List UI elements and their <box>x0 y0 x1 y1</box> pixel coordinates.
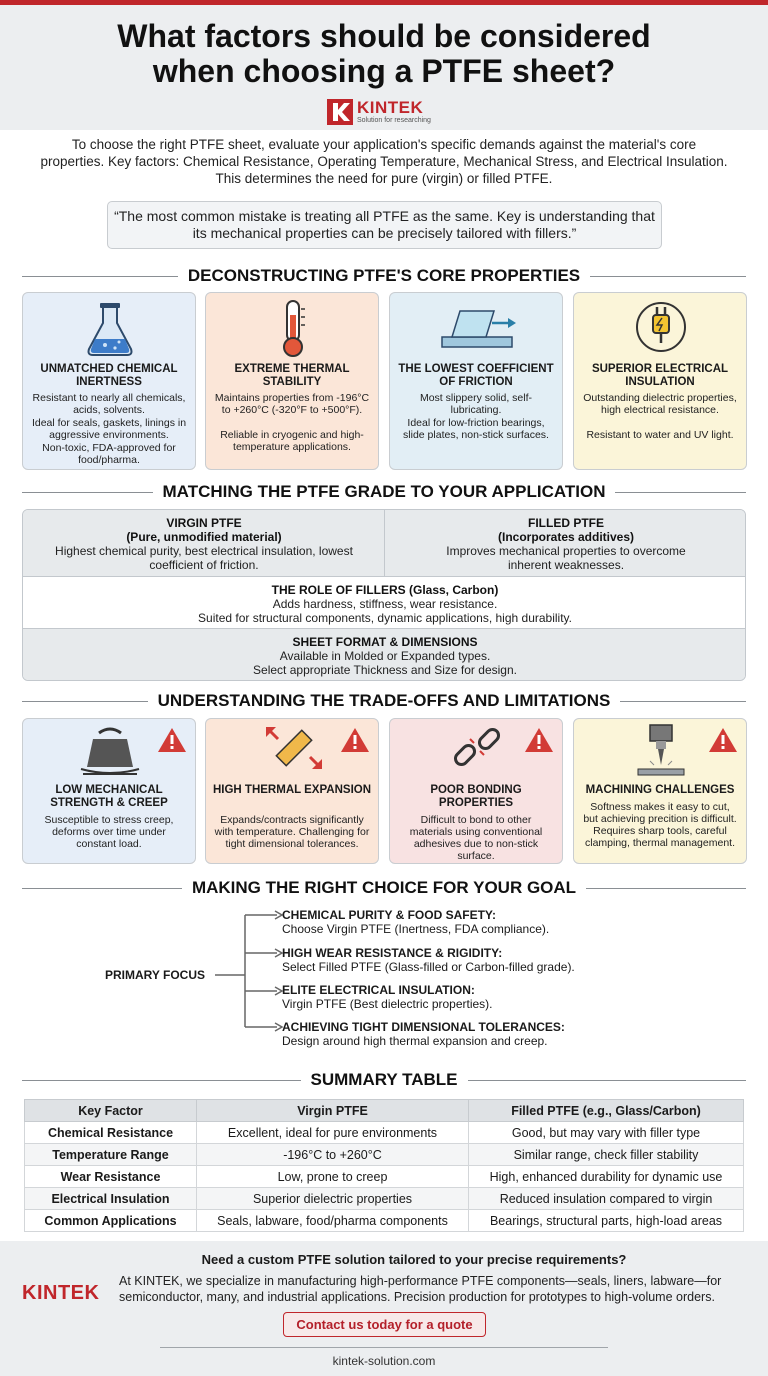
property-desc-2: Ideal for seals, gaskets, linings in aggressive environments. <box>31 417 187 441</box>
property-desc-2: Resistant to water and UV light. <box>586 429 734 441</box>
footer-text: At KINTEK, we specialize in manufacturing high-performance PTFE components—seals, liners, labware—for semiconductor, many, and industrial applications. Precision production for prototypes to high-volume orders. <box>119 1274 722 1304</box>
choice-heading: ELITE ELECTRICAL INSULATION: <box>282 983 475 997</box>
logo-name: KINTEK <box>357 98 424 117</box>
table-row <box>25 1188 744 1210</box>
section-choice-heading <box>22 877 746 899</box>
tradeoff-title: POOR BONDING PROPERTIES <box>430 784 522 809</box>
property-title: SUPERIOR ELECTRICAL INSULATION <box>591 363 729 388</box>
section-title: DECONSTRUCTING PTFE'S CORE PROPERTIES <box>187 266 581 285</box>
table-cell: Bearings, structural parts, high-load areas <box>469 1210 744 1232</box>
table-cell: Common Applications <box>25 1210 197 1232</box>
warning-icon <box>524 727 554 758</box>
table-cell: Good, but may vary with filler type <box>469 1122 744 1144</box>
table-cell: Wear Resistance <box>25 1166 197 1188</box>
fillers-line-2: Suited for structural components, dynamic applications, high durability. <box>198 611 572 625</box>
choice-item <box>282 1020 565 1048</box>
format-title: SHEET FORMAT & DIMENSIONS <box>292 635 478 649</box>
electric-plug-icon <box>574 293 746 368</box>
table-row <box>25 1144 744 1166</box>
tradeoff-desc: Softness makes it easy to cut, but achieving precition is difficult. Requires sharp tools, careful clamping, thermal management. <box>583 801 737 849</box>
kintek-logo[interactable] <box>327 97 431 127</box>
virgin-ptfe-cell <box>23 516 385 572</box>
table-row <box>25 1210 744 1232</box>
filled-subtitle: (Incorporates additives) <box>497 530 635 544</box>
primary-focus-label: PRIMARY FOCUS <box>105 968 206 982</box>
section-title: MAKING THE RIGHT CHOICE FOR YOUR GOAL <box>191 878 577 897</box>
table-cell: Excellent, ideal for pure environments <box>197 1122 469 1144</box>
choice-item <box>282 908 549 936</box>
header <box>0 5 768 130</box>
warning-icon <box>157 727 187 758</box>
fillers-cell <box>23 583 746 625</box>
table-header: Key Factor <box>25 1100 197 1122</box>
table-header: Virgin PTFE <box>197 1100 469 1122</box>
summary-table <box>24 1099 744 1232</box>
table-cell: Chemical Resistance <box>25 1122 197 1144</box>
warning-icon <box>340 727 370 758</box>
section-summary-heading <box>22 1069 746 1091</box>
property-desc-2: Ideal for low-friction bearings, slide plates, non-stick surfaces. <box>403 417 549 441</box>
warning-icon <box>708 727 738 758</box>
choice-item <box>282 983 493 1011</box>
tradeoff-card-machining <box>573 718 747 864</box>
property-card-friction <box>389 292 563 470</box>
property-desc-3: Non-toxic, FDA-approved for food/pharma. <box>42 442 176 466</box>
virgin-subtitle: (Pure, unmodified material) <box>126 530 282 544</box>
choice-heading: HIGH WEAR RESISTANCE & RIGIDITY: <box>282 946 503 960</box>
fillers-line-1: Adds hardness, stiffness, wear resistance. <box>272 597 498 611</box>
property-desc-2: Reliable in cryogenic and high-temperature applications. <box>220 429 364 453</box>
tradeoff-title: LOW MECHANICAL STRENGTH & CREEP <box>50 784 168 809</box>
property-card-chemical <box>22 292 196 470</box>
property-desc-1: Outstanding dielectric properties, high electrical resistance. <box>583 392 737 416</box>
property-card-thermal <box>205 292 379 470</box>
table-cell: Temperature Range <box>25 1144 197 1166</box>
filled-ptfe-cell <box>385 516 746 572</box>
intro-paragraph: To choose the right PTFE sheet, evaluate your application's specific demands against the material's core properties. Key factors: Chemical Resistance, Operating Temperature, Mechanical Stress, and Electrical Insulation. This determines the need for pure (virgin) or filled PTFE. <box>40 137 728 186</box>
tradeoff-desc: Difficult to bond to other materials using conventional adhesives due to non-stick surface. <box>409 814 543 862</box>
choice-heading: ACHIEVING TIGHT DIMENSIONAL TOLERANCES: <box>282 1020 565 1034</box>
format-line-2: Select appropriate Thickness and Size for design. <box>253 663 517 677</box>
table-cell: Seals, labware, food/pharma components <box>197 1210 469 1232</box>
section-tradeoffs-heading <box>22 690 746 712</box>
flask-icon <box>23 293 195 368</box>
logo-tagline: Solution for researching <box>357 117 431 124</box>
section-grade-heading <box>22 481 746 503</box>
footer-cta <box>0 1241 768 1376</box>
property-title: UNMATCHED CHEMICAL INERTNESS <box>40 363 178 388</box>
filled-title: FILLED PTFE <box>528 516 604 530</box>
footer-divider <box>160 1347 608 1348</box>
choice-item <box>282 946 575 974</box>
page-title: What factors should be considered when choosing a PTFE sheet? <box>117 18 651 89</box>
contact-quote-button[interactable]: Contact us today for a quote <box>283 1312 486 1337</box>
footer-logo[interactable]: KINTEK <box>22 1282 100 1304</box>
tradeoff-title: MACHINING CHALLENGES <box>585 784 735 796</box>
property-desc-1: Maintains properties from -196°C to +260°C (-320°F to +500°F). <box>214 392 370 416</box>
tradeoff-title: HIGH THERMAL EXPANSION <box>212 784 372 796</box>
tradeoff-card-bonding <box>389 718 563 864</box>
section-title: UNDERSTANDING THE TRADE-OFFS AND LIMITATIONS <box>157 691 611 710</box>
virgin-title: VIRGIN PTFE <box>166 516 242 530</box>
format-cell <box>23 635 746 677</box>
expert-quote: “The most common mistake is treating all PTFE as the same. Key is understanding that its mechanical properties can be precisely tailored with fillers.” <box>107 201 662 249</box>
virgin-desc: Highest chemical purity, best electrical insulation, lowest coefficient of friction. <box>55 544 353 572</box>
tradeoff-card-expansion <box>205 718 379 864</box>
slide-plate-icon <box>390 293 562 368</box>
table-cell: High, enhanced durability for dynamic use <box>469 1166 744 1188</box>
footer-title: Need a custom PTFE solution tailored to your precise requirements? <box>201 1252 627 1267</box>
choice-text: Choose Virgin PTFE (Inertness, FDA compliance). <box>282 922 550 936</box>
property-desc-1: Most slippery solid, self-lubricating. <box>419 392 533 416</box>
property-card-electrical <box>573 292 747 470</box>
format-line-1: Available in Molded or Expanded types. <box>279 649 491 663</box>
property-desc-1: Resistant to nearly all chemicals, acids, solvents. <box>32 392 186 416</box>
choice-text: Design around high thermal expansion and creep. <box>282 1034 548 1048</box>
table-cell: Similar range, check filler stability <box>469 1144 744 1166</box>
section-title: SUMMARY TABLE <box>310 1070 458 1089</box>
grade-panel <box>22 509 746 681</box>
decision-tree-connector <box>215 905 285 1035</box>
fillers-title: THE ROLE OF FILLERS (Glass, Carbon) <box>271 583 499 597</box>
tradeoff-desc: Susceptible to stress creep, deforms over time under constant load. <box>44 814 174 850</box>
table-cell: Superior dielectric properties <box>197 1188 469 1210</box>
table-cell: Reduced insulation compared to virgin <box>469 1188 744 1210</box>
section-properties-heading <box>22 265 746 287</box>
property-title: THE LOWEST COEFFICIENT OF FRICTION <box>398 363 554 388</box>
table-cell: Low, prone to creep <box>197 1166 469 1188</box>
table-header-row <box>25 1100 744 1122</box>
section-title: MATCHING THE PTFE GRADE TO YOUR APPLICATION <box>162 482 606 501</box>
choice-text: Select Filled PTFE (Glass-filled or Carbon-filled grade). <box>282 960 575 974</box>
tradeoff-desc: Expands/contracts significantly with temperature. Challenging for tight dimensional tolerances. <box>214 814 370 850</box>
table-row <box>25 1166 744 1188</box>
tradeoff-card-strength <box>22 718 196 864</box>
kintek-logo-icon <box>327 99 353 125</box>
table-header: Filled PTFE (e.g., Glass/Carbon) <box>469 1100 744 1122</box>
filled-desc: Improves mechanical properties to overcome inherent weaknesses. <box>446 544 686 572</box>
table-cell: -196°C to +260°C <box>197 1144 469 1166</box>
property-title: EXTREME THERMAL STABILITY <box>234 363 350 388</box>
thermometer-icon <box>206 293 378 368</box>
choice-text: Virgin PTFE (Best dielectric properties). <box>282 997 493 1011</box>
website-link[interactable]: kintek-solution.com <box>332 1354 436 1368</box>
table-cell: Electrical Insulation <box>25 1188 197 1210</box>
table-row <box>25 1122 744 1144</box>
choice-heading: CHEMICAL PURITY & FOOD SAFETY: <box>282 908 497 922</box>
